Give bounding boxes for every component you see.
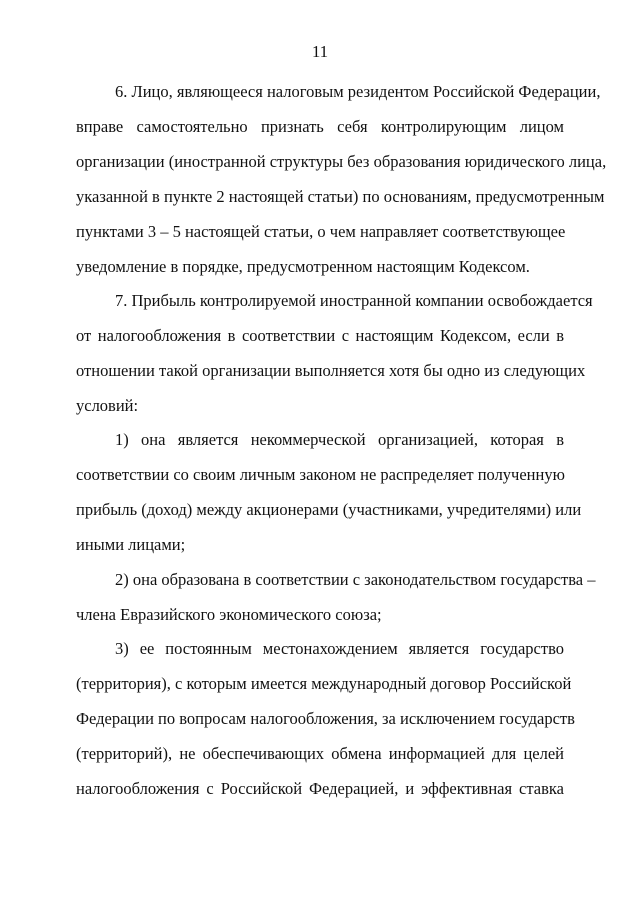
text-line: от налогообложения в соответствии с настоящим Кодексом, если в <box>76 326 564 345</box>
text-line: указанной в пункте 2 настоящей статьи) по основаниям, предусмотренным <box>76 187 605 206</box>
text-line: отношении такой организации выполняется хотя бы одно из следующих <box>76 361 586 380</box>
text-line: иными лицами; <box>76 535 186 554</box>
text-line: организации (иностранной структуры без образования юридического лица, <box>76 152 607 171</box>
text-line: члена Евразийского экономического союза; <box>76 605 382 624</box>
text-line: пунктами 3 – 5 настоящей статьи, о чем направляет соответствующее <box>76 222 566 241</box>
text-line: Федерации по вопросам налогообложения, за исключением государств <box>76 709 575 728</box>
text-line: соответствии со своим личным законом не распределяет полученную <box>76 465 565 484</box>
text-line: налогообложения с Российской Федерацией, и эффективная ставка <box>76 779 564 798</box>
text-line: 7. Прибыль контролируемой иностранной компании освобождается <box>115 291 593 310</box>
text-line: 6. Лицо, являющееся налоговым резидентом Российской Федерации, <box>115 82 601 101</box>
text-line: (территория), с которым имеется международный договор Российской <box>76 674 572 693</box>
text-line: 1) она является некоммерческой организацией, которая в <box>115 430 564 449</box>
text-line: 3) ее постоянным местонахождением является государство <box>115 639 564 658</box>
text-line: 2) она образована в соответствии с законодательством государства – <box>115 570 596 589</box>
text-line: (территорий), не обеспечивающих обмена информацией для целей <box>76 744 564 763</box>
page-number: 11 <box>311 42 329 61</box>
text-line: прибыль (доход) между акционерами (участниками, учредителями) или <box>76 500 582 519</box>
text-line: условий: <box>76 396 139 415</box>
text-line: уведомление в порядке, предусмотренном настоящим Кодексом. <box>76 257 530 276</box>
text-line: вправе самостоятельно признать себя контролирующим лицом <box>76 117 564 136</box>
